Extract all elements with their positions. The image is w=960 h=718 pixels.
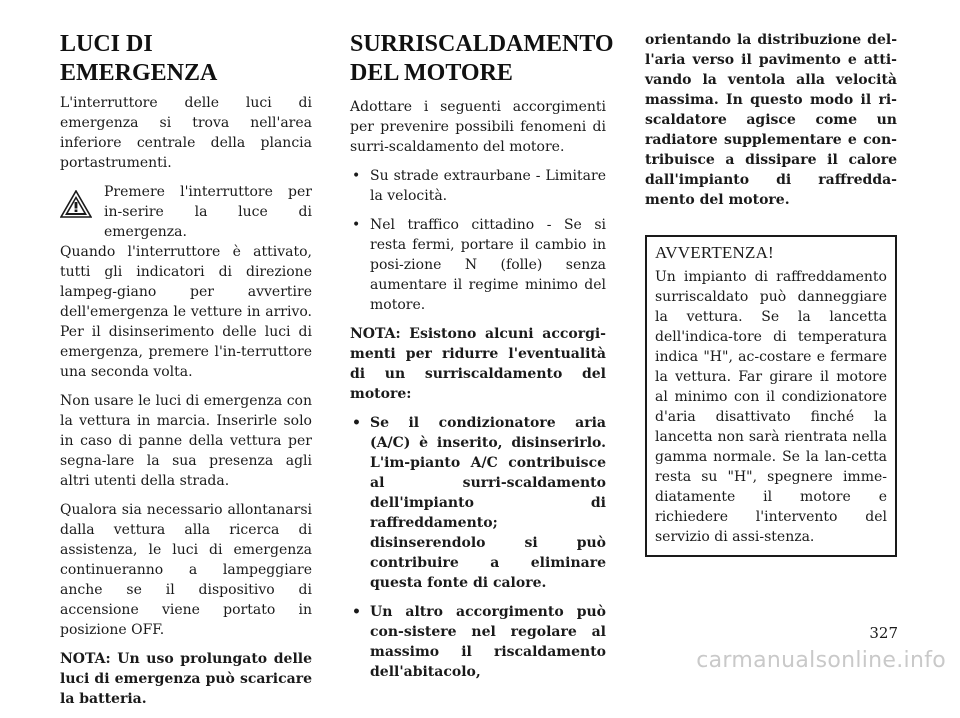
paragraph-overheating-intro: Adottare i seguenti accorgimenti per prevenire possibili fenomeni di surri-scaldamento del motore. — [350, 99, 606, 155]
section-title-hazard-lights: LUCI DI EMERGENZA — [60, 31, 218, 86]
watermark: carmanualsonline.info — [696, 648, 946, 673]
list-item: • Nel traffico cittadino - Se si resta fermi, portare il cambio in posi-zione N (folle) senza aumentare il regime minimo del motore. — [350, 215, 606, 315]
column-left — [60, 30, 312, 718]
list-item: • Un altro accorgimento può con-sistere nel regolare al massimo il riscaldamento dell'abitacolo, — [350, 602, 606, 682]
bullet-list-overheating-measures — [350, 413, 606, 682]
warning-triangle-icon — [60, 190, 92, 218]
hazard-warning-block — [60, 182, 312, 382]
page-number: 327 — [869, 624, 898, 642]
warning-box — [645, 235, 897, 557]
paragraph-switch-activated: Quando l'interruttore è attivato, tutti gli indicatori di direzione lampeg-giano per avvertire dell'emergenza le vetture in arrivo. Per il disinserimento delle luci di emergenza, premere l'in-terruttore una seconda volta. — [60, 244, 312, 380]
column-middle — [350, 30, 614, 691]
column-right — [645, 30, 897, 557]
bullet-list-driving-tips — [350, 166, 606, 315]
paragraph-switch-location: L'interruttore delle luci di emergenza si trova nell'area inferiore centrale della plancia portastrumenti. — [60, 95, 312, 171]
warning-title: AVVERTENZA! — [655, 243, 774, 262]
list-item: • Se il condizionatore aria (A/C) è inserito, disinserirlo. L'im-pianto A/C contribuisce al surri-scaldamento dell'impianto di raffreddamento; disinserendolo si può contribuire a eliminare questa fonte di calore. — [350, 413, 606, 593]
paragraph-do-not-use-moving: Non usare le luci di emergenza con la vettura in marcia. Inserirle solo in caso di panne della vettura per segna-lare la sua presenza agli altri utenti della strada. — [60, 393, 312, 489]
note-overheating: NOTA: Esistono alcuni accorgi-menti per ridurre l'eventualità di un surriscaldamento del motore: — [350, 326, 606, 402]
paragraph-continuation: orientando la distribuzione del-l'aria verso il pavimento e atti-vando la ventola alla velocità massima. In questo modo il ri-scaldatore agisce come un radiatore supplementare e con-tribuisce a dissipare il calore dall'impianto di raffredda-mento del motore. — [645, 32, 897, 208]
note-battery: NOTA: Un uso prolungato delle luci di emergenza può scaricare la batteria. — [60, 651, 312, 707]
section-title-engine-overheating: SURRISCALDAMENTO DEL MOTORE — [350, 31, 614, 86]
warning-text: Un impianto di raffreddamento surriscaldato può danneggiare la vettura. Se la lancetta dell'indica-tore di temperatura indica "H", ac-costare e fermare la vettura. Far girare il motore al minimo con il condizionatore d'aria disattivato finché la lancetta non sarà rientrata nella gamma normale. Se la lan-cetta resta su "H", spegnere imme-diatamente il motore e richiedere l'intervento del servizio di assi-stenza. — [655, 269, 887, 545]
paragraph-leave-vehicle: Qualora sia necessario allontanarsi dalla vettura alla ricerca di assistenza, le luci di emergenza continueranno a lampeggiare anche se il dispositivo di accensione viene portato in posizione OFF. — [60, 502, 312, 638]
paragraph-press-switch: Premere l'interruttore per in-serire la luce di emergenza. — [104, 184, 312, 240]
list-item: • Su strade extraurbane - Limitare la velocità. — [350, 166, 606, 206]
